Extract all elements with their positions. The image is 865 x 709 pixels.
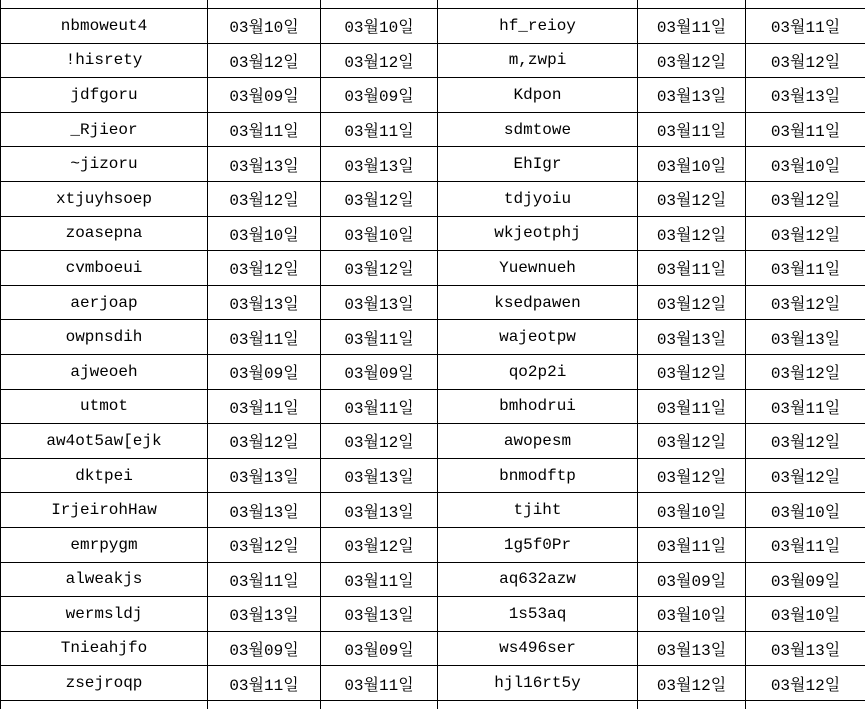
date-cell: 03월13일: [321, 597, 438, 632]
date-cell: 03월12일: [208, 181, 321, 216]
date-cell: 03월11일: [208, 389, 321, 424]
date-cell: 03월13일: [321, 458, 438, 493]
date-cell: 03월09일: [321, 354, 438, 389]
name-cell: alweakjs: [1, 562, 208, 597]
date-cell: 03월11일: [208, 562, 321, 597]
table-row: [1, 562, 865, 597]
table-row: [1, 458, 865, 493]
date-cell: 03월09일: [638, 562, 746, 597]
cropped-cell: [638, 700, 746, 709]
date-cell: 03월12일: [746, 43, 865, 78]
date-cell: 03월12일: [208, 43, 321, 78]
name-cell: m,zwpi: [438, 43, 638, 78]
date-cell: 03월10일: [746, 597, 865, 632]
date-cell: 03월12일: [321, 251, 438, 286]
date-cell: 03월11일: [746, 389, 865, 424]
date-cell: 03월09일: [208, 631, 321, 666]
table-row: [1, 631, 865, 666]
date-cell: 03월11일: [746, 251, 865, 286]
name-cell: 1s53aq: [438, 597, 638, 632]
date-cell: 03월12일: [321, 424, 438, 459]
table-row: [1, 285, 865, 320]
date-cell: 03월13일: [208, 285, 321, 320]
name-cell: Kdpon: [438, 78, 638, 113]
date-cell: 03월12일: [638, 424, 746, 459]
date-cell: 03월11일: [208, 320, 321, 355]
date-cell: 03월11일: [321, 112, 438, 147]
date-cell: 03월11일: [638, 251, 746, 286]
cropped-cell: [321, 0, 438, 9]
date-cell: 03월12일: [638, 354, 746, 389]
date-cell: 03월10일: [321, 216, 438, 251]
name-cell: ajweoeh: [1, 354, 208, 389]
cropped-row-bottom: [1, 700, 865, 709]
date-cell: 03월12일: [746, 216, 865, 251]
date-cell: 03월13일: [746, 320, 865, 355]
date-cell: 03월11일: [746, 527, 865, 562]
name-cell: aq632azw: [438, 562, 638, 597]
date-cell: 03월12일: [321, 181, 438, 216]
date-cell: 03월10일: [321, 9, 438, 44]
date-cell: 03월09일: [208, 354, 321, 389]
name-cell: ksedpawen: [438, 285, 638, 320]
table-row: [1, 9, 865, 44]
name-cell: hjl16rt5y: [438, 666, 638, 701]
name-cell: awopesm: [438, 424, 638, 459]
date-cell: 03월12일: [321, 43, 438, 78]
name-cell: bnmodftp: [438, 458, 638, 493]
table-row: [1, 43, 865, 78]
date-cell: 03월12일: [208, 424, 321, 459]
cropped-cell: [438, 0, 638, 9]
date-cell: 03월12일: [638, 181, 746, 216]
date-cell: 03월09일: [321, 78, 438, 113]
name-cell: EhIgr: [438, 147, 638, 182]
date-cell: 03월12일: [638, 216, 746, 251]
name-cell: wajeotpw: [438, 320, 638, 355]
date-cell: 03월11일: [321, 562, 438, 597]
date-cell: 03월11일: [746, 112, 865, 147]
date-cell: 03월12일: [746, 181, 865, 216]
name-cell: zsejroqp: [1, 666, 208, 701]
date-cell: 03월11일: [638, 389, 746, 424]
date-cell: 03월13일: [321, 493, 438, 528]
date-cell: 03월12일: [638, 458, 746, 493]
name-cell: sdmtowe: [438, 112, 638, 147]
cropped-cell: [208, 0, 321, 9]
date-cell: 03월13일: [208, 493, 321, 528]
date-cell: 03월12일: [208, 251, 321, 286]
date-cell: 03월11일: [208, 112, 321, 147]
table-row: [1, 251, 865, 286]
name-cell: wkjeotphj: [438, 216, 638, 251]
date-cell: 03월11일: [638, 527, 746, 562]
table-row: [1, 147, 865, 182]
date-cell: 03월11일: [746, 9, 865, 44]
name-cell: dktpei: [1, 458, 208, 493]
name-cell: !hisrety: [1, 43, 208, 78]
date-cell: 03월11일: [321, 389, 438, 424]
name-cell: hf_reioy: [438, 9, 638, 44]
name-cell: jdfgoru: [1, 78, 208, 113]
date-cell: 03월09일: [208, 78, 321, 113]
name-cell: IrjeirohHaw: [1, 493, 208, 528]
date-cell: 03월12일: [208, 527, 321, 562]
date-cell: 03월11일: [638, 9, 746, 44]
date-cell: 03월12일: [746, 458, 865, 493]
date-cell: 03월13일: [208, 597, 321, 632]
date-cell: 03월12일: [746, 666, 865, 701]
date-cell: 03월11일: [321, 666, 438, 701]
cropped-cell: [1, 0, 208, 9]
date-cell: 03월13일: [321, 285, 438, 320]
date-cell: 03월10일: [208, 216, 321, 251]
name-cell: cvmboeui: [1, 251, 208, 286]
name-cell: zoasepna: [1, 216, 208, 251]
name-cell: ws496ser: [438, 631, 638, 666]
table-row: [1, 181, 865, 216]
name-cell: utmot: [1, 389, 208, 424]
cropped-cell: [1, 700, 208, 709]
date-cell: 03월10일: [746, 147, 865, 182]
name-cell: bmhodrui: [438, 389, 638, 424]
name-cell: Yuewnueh: [438, 251, 638, 286]
date-cell: 03월09일: [321, 631, 438, 666]
date-cell: 03월12일: [638, 285, 746, 320]
table-row: [1, 320, 865, 355]
cropped-cell: [638, 0, 746, 9]
date-cell: 03월12일: [321, 527, 438, 562]
date-cell: 03월10일: [638, 597, 746, 632]
table-row: [1, 354, 865, 389]
cropped-cell: [208, 700, 321, 709]
cropped-cell: [321, 700, 438, 709]
table-row: [1, 597, 865, 632]
date-cell: 03월11일: [321, 320, 438, 355]
table-row: [1, 216, 865, 251]
date-cell: 03월09일: [746, 562, 865, 597]
cropped-row-top: [1, 0, 865, 9]
date-cell: 03월13일: [321, 147, 438, 182]
name-cell: ~jizoru: [1, 147, 208, 182]
name-cell: aw4ot5aw[ejk: [1, 424, 208, 459]
date-cell: 03월12일: [638, 666, 746, 701]
name-cell: tjiht: [438, 493, 638, 528]
date-cell: 03월13일: [746, 631, 865, 666]
cropped-cell: [746, 0, 865, 9]
table-body: [1, 0, 865, 709]
name-cell: _Rjieor: [1, 112, 208, 147]
table-row: [1, 424, 865, 459]
name-cell: wermsldj: [1, 597, 208, 632]
date-cell: 03월11일: [638, 112, 746, 147]
name-cell: aerjoap: [1, 285, 208, 320]
name-cell: owpnsdih: [1, 320, 208, 355]
name-cell: xtjuyhsoep: [1, 181, 208, 216]
name-cell: 1g5f0Pr: [438, 527, 638, 562]
name-cell: tdjyoiu: [438, 181, 638, 216]
date-cell: 03월12일: [746, 424, 865, 459]
date-cell: 03월10일: [208, 9, 321, 44]
date-cell: 03월13일: [208, 458, 321, 493]
date-cell: 03월13일: [638, 320, 746, 355]
name-cell: qo2p2i: [438, 354, 638, 389]
date-cell: 03월10일: [638, 493, 746, 528]
date-cell: 03월12일: [746, 285, 865, 320]
date-cell: 03월13일: [638, 78, 746, 113]
table-row: [1, 389, 865, 424]
cropped-cell: [438, 700, 638, 709]
date-cell: 03월12일: [638, 43, 746, 78]
date-cell: 03월11일: [208, 666, 321, 701]
table-row: [1, 527, 865, 562]
date-cell: 03월10일: [638, 147, 746, 182]
date-cell: 03월10일: [746, 493, 865, 528]
date-cell: 03월13일: [638, 631, 746, 666]
name-cell: nbmoweut4: [1, 9, 208, 44]
cropped-cell: [746, 700, 865, 709]
table-row: [1, 78, 865, 113]
name-cell: Tnieahjfo: [1, 631, 208, 666]
date-cell: 03월12일: [746, 354, 865, 389]
name-cell: emrpygm: [1, 527, 208, 562]
table-row: [1, 666, 865, 701]
table-row: [1, 493, 865, 528]
date-cell: 03월13일: [208, 147, 321, 182]
date-cell: 03월13일: [746, 78, 865, 113]
table-row: [1, 112, 865, 147]
